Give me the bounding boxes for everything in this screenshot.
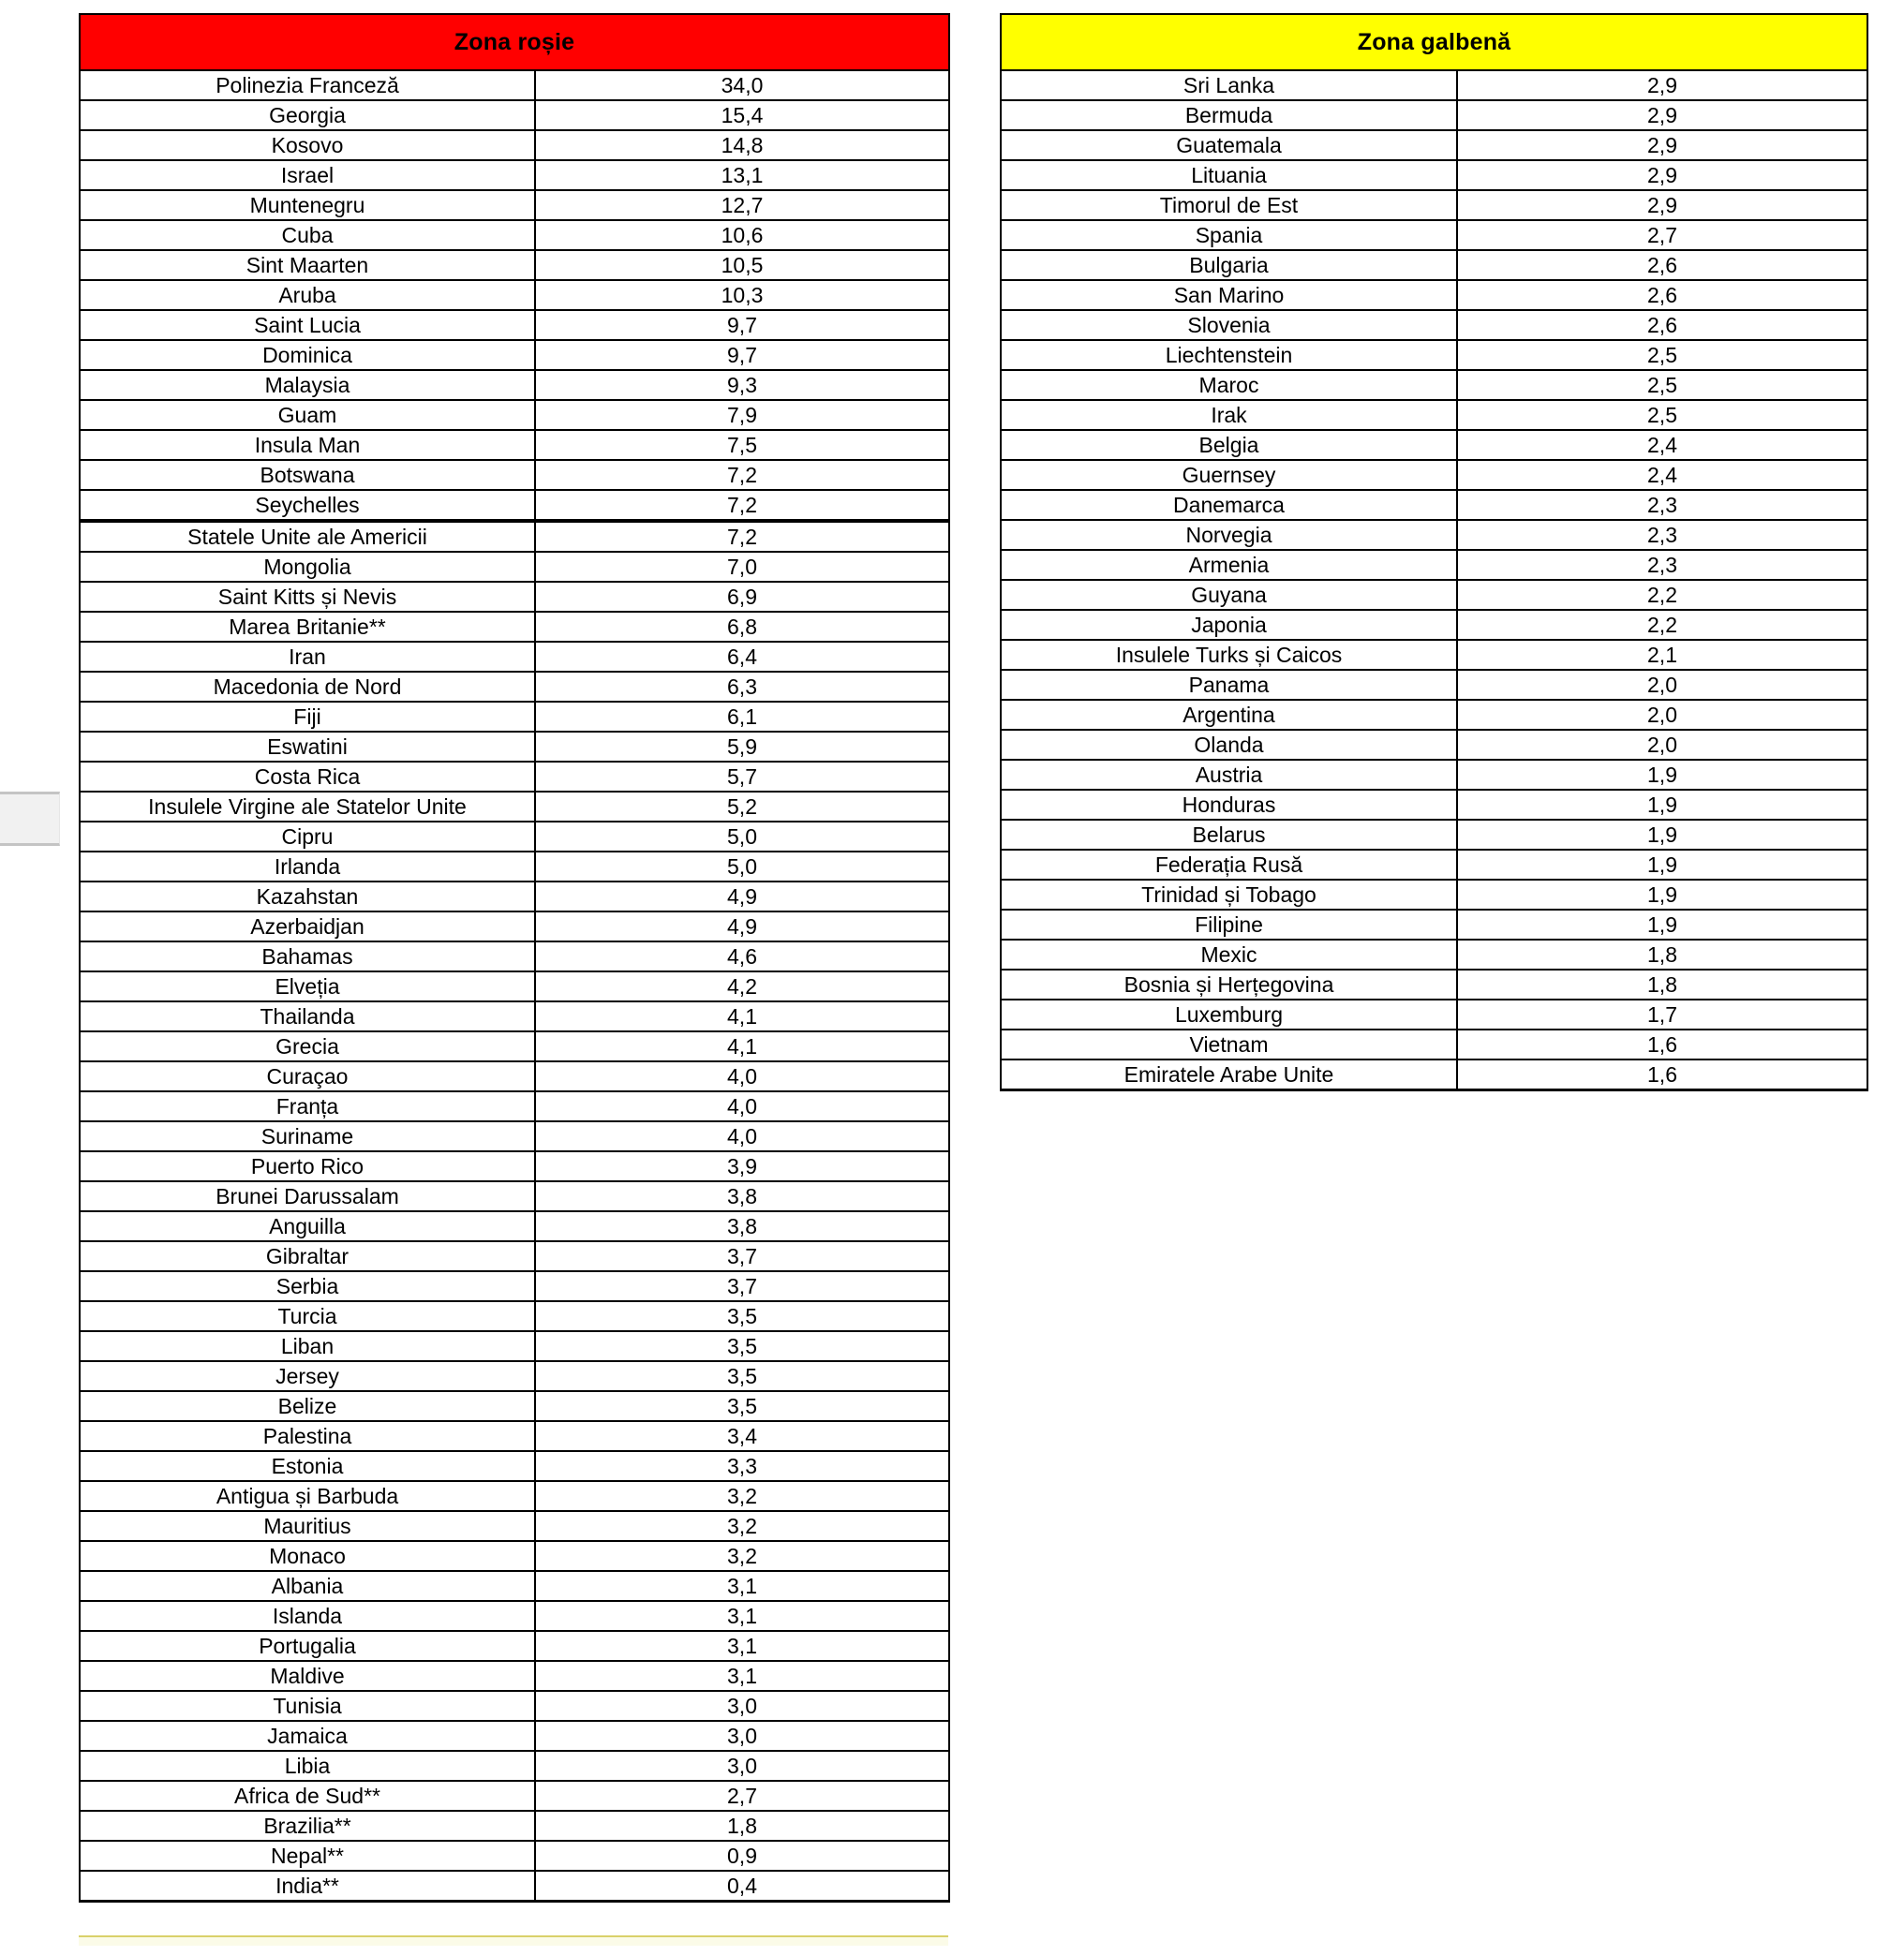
incidence-value-cell: 3,0 (535, 1751, 949, 1781)
incidence-value-cell: 6,3 (535, 672, 949, 702)
incidence-value-cell: 3,1 (535, 1661, 949, 1691)
table-row (1001, 820, 1867, 850)
country-name-cell: Spania (1001, 220, 1457, 250)
table-row (80, 642, 949, 672)
table-row (80, 1001, 949, 1031)
table-row (1001, 730, 1867, 760)
yellow-zone-table (1000, 13, 1868, 1091)
incidence-value-cell: 3,4 (535, 1421, 949, 1451)
country-name-cell: Iran (80, 642, 535, 672)
incidence-value-cell: 1,8 (535, 1811, 949, 1841)
table-row (80, 1061, 949, 1091)
table-row (80, 460, 949, 490)
incidence-value-cell: 10,3 (535, 280, 949, 310)
country-name-cell: Anguilla (80, 1211, 535, 1241)
table-row (1001, 760, 1867, 790)
table-row (80, 1481, 949, 1511)
country-name-cell: Gibraltar (80, 1241, 535, 1271)
incidence-value-cell: 2,0 (1457, 700, 1867, 730)
table-row (80, 941, 949, 971)
incidence-value-cell: 2,6 (1457, 310, 1867, 340)
table-row (1001, 190, 1867, 220)
incidence-value-cell: 1,9 (1457, 790, 1867, 820)
table-row (1001, 520, 1867, 550)
incidence-value-cell: 1,8 (1457, 940, 1867, 970)
country-name-cell: Trinidad și Tobago (1001, 880, 1457, 910)
country-name-cell: Insula Man (80, 430, 535, 460)
country-name-cell: Belize (80, 1391, 535, 1421)
incidence-value-cell: 0,9 (535, 1841, 949, 1871)
incidence-value-cell: 9,3 (535, 370, 949, 400)
table-row (80, 1541, 949, 1571)
incidence-value-cell: 4,0 (535, 1091, 949, 1121)
country-name-cell: Guernsey (1001, 460, 1457, 490)
country-name-cell: Bosnia și Herțegovina (1001, 970, 1457, 1000)
table-row (80, 792, 949, 822)
yellow-zone-header-label: Zona galbenă (1001, 14, 1867, 70)
incidence-value-cell: 5,0 (535, 822, 949, 852)
incidence-value-cell: 0,4 (535, 1871, 949, 1902)
table-row (80, 1631, 949, 1661)
incidence-value-cell: 3,2 (535, 1481, 949, 1511)
table-row (80, 400, 949, 430)
incidence-value-cell: 4,1 (535, 1031, 949, 1061)
incidence-value-cell: 2,0 (1457, 730, 1867, 760)
incidence-value-cell: 9,7 (535, 340, 949, 370)
incidence-value-cell: 4,6 (535, 941, 949, 971)
table-row (80, 882, 949, 911)
country-name-cell: Dominica (80, 340, 535, 370)
country-name-cell: Austria (1001, 760, 1457, 790)
country-name-cell: Slovenia (1001, 310, 1457, 340)
table-row (80, 911, 949, 941)
country-name-cell: Botswana (80, 460, 535, 490)
incidence-value-cell: 6,4 (535, 642, 949, 672)
table-row (80, 1811, 949, 1841)
incidence-value-cell: 3,7 (535, 1271, 949, 1301)
incidence-value-cell: 2,0 (1457, 670, 1867, 700)
table-row (1001, 910, 1867, 940)
table-row (80, 1271, 949, 1301)
table-row (80, 1181, 949, 1211)
country-name-cell: Seychelles (80, 490, 535, 521)
table-row (1001, 700, 1867, 730)
table-row (80, 1331, 949, 1361)
country-name-cell: Filipine (1001, 910, 1457, 940)
country-name-cell: Africa de Sud** (80, 1781, 535, 1811)
country-name-cell: Macedonia de Nord (80, 672, 535, 702)
country-name-cell: Danemarca (1001, 490, 1457, 520)
incidence-value-cell: 3,5 (535, 1361, 949, 1391)
incidence-value-cell: 3,1 (535, 1631, 949, 1661)
incidence-value-cell: 2,2 (1457, 610, 1867, 640)
country-name-cell: Federația Rusă (1001, 850, 1457, 880)
country-name-cell: Estonia (80, 1451, 535, 1481)
red-zone-header-label: Zona roșie (80, 14, 949, 70)
country-name-cell: Norvegia (1001, 520, 1457, 550)
country-name-cell: Puerto Rico (80, 1151, 535, 1181)
country-name-cell: Marea Britanie** (80, 612, 535, 642)
country-name-cell: Cuba (80, 220, 535, 250)
incidence-value-cell: 3,8 (535, 1211, 949, 1241)
incidence-value-cell: 4,9 (535, 882, 949, 911)
incidence-value-cell: 2,7 (1457, 220, 1867, 250)
table-row (1001, 400, 1867, 430)
country-name-cell: Cipru (80, 822, 535, 852)
table-row (80, 732, 949, 762)
country-name-cell: Sint Maarten (80, 250, 535, 280)
table-row (80, 1241, 949, 1271)
country-name-cell: Panama (1001, 670, 1457, 700)
country-name-cell: Kosovo (80, 130, 535, 160)
incidence-value-cell: 3,9 (535, 1151, 949, 1181)
country-name-cell: Guyana (1001, 580, 1457, 610)
table-row (1001, 790, 1867, 820)
country-name-cell: Japonia (1001, 610, 1457, 640)
incidence-value-cell: 14,8 (535, 130, 949, 160)
incidence-value-cell: 1,6 (1457, 1060, 1867, 1090)
incidence-value-cell: 6,1 (535, 702, 949, 732)
table-row (1001, 610, 1867, 640)
sheet-bottom-strip (79, 1935, 948, 1946)
country-name-cell: Jersey (80, 1361, 535, 1391)
incidence-value-cell: 3,8 (535, 1181, 949, 1211)
incidence-value-cell: 3,2 (535, 1511, 949, 1541)
table-row (1001, 70, 1867, 100)
table-row (80, 1601, 949, 1631)
country-name-cell: Insulele Turks și Caicos (1001, 640, 1457, 670)
country-name-cell: Libia (80, 1751, 535, 1781)
table-row (1001, 970, 1867, 1000)
incidence-value-cell: 7,5 (535, 430, 949, 460)
table-row (1001, 640, 1867, 670)
table-row (80, 1571, 949, 1601)
table-row (80, 220, 949, 250)
country-name-cell: Muntenegru (80, 190, 535, 220)
incidence-value-cell: 4,1 (535, 1001, 949, 1031)
table-row (80, 1301, 949, 1331)
country-name-cell: Brunei Darussalam (80, 1181, 535, 1211)
country-name-cell: Irlanda (80, 852, 535, 882)
table-row (80, 130, 949, 160)
table-row (1001, 310, 1867, 340)
table-row (80, 1031, 949, 1061)
incidence-value-cell: 15,4 (535, 100, 949, 130)
table-row (1001, 280, 1867, 310)
incidence-value-cell: 3,0 (535, 1721, 949, 1751)
table-row (80, 822, 949, 852)
country-name-cell: Fiji (80, 702, 535, 732)
incidence-value-cell: 2,9 (1457, 130, 1867, 160)
incidence-value-cell: 2,4 (1457, 460, 1867, 490)
country-name-cell: Belarus (1001, 820, 1457, 850)
table-row (80, 1121, 949, 1151)
incidence-value-cell: 1,9 (1457, 850, 1867, 880)
incidence-value-cell: 2,9 (1457, 100, 1867, 130)
table-row (80, 1721, 949, 1751)
country-name-cell: Portugalia (80, 1631, 535, 1661)
country-name-cell: Mauritius (80, 1511, 535, 1541)
yellow-zone-header-row (1001, 14, 1867, 70)
country-name-cell: Belgia (1001, 430, 1457, 460)
table-row (1001, 460, 1867, 490)
country-name-cell: Maroc (1001, 370, 1457, 400)
incidence-value-cell: 5,9 (535, 732, 949, 762)
incidence-value-cell: 4,0 (535, 1121, 949, 1151)
country-name-cell: Statele Unite ale Americii (80, 521, 535, 552)
incidence-value-cell: 3,5 (535, 1391, 949, 1421)
incidence-value-cell: 3,5 (535, 1301, 949, 1331)
country-name-cell: Palestina (80, 1421, 535, 1451)
incidence-value-cell: 2,9 (1457, 190, 1867, 220)
country-name-cell: Suriname (80, 1121, 535, 1151)
country-name-cell: Antigua și Barbuda (80, 1481, 535, 1511)
country-name-cell: Saint Kitts și Nevis (80, 582, 535, 612)
table-row (80, 762, 949, 792)
incidence-value-cell: 1,8 (1457, 970, 1867, 1000)
incidence-value-cell: 2,4 (1457, 430, 1867, 460)
table-row (80, 702, 949, 732)
incidence-value-cell: 1,6 (1457, 1030, 1867, 1060)
incidence-value-cell: 7,0 (535, 552, 949, 582)
incidence-value-cell: 2,3 (1457, 520, 1867, 550)
incidence-value-cell: 12,7 (535, 190, 949, 220)
incidence-value-cell: 3,2 (535, 1541, 949, 1571)
table-row (80, 280, 949, 310)
country-name-cell: Luxemburg (1001, 1000, 1457, 1030)
incidence-value-cell: 3,1 (535, 1571, 949, 1601)
table-row (80, 1091, 949, 1121)
table-row (80, 852, 949, 882)
table-row (1001, 130, 1867, 160)
table-row (1001, 340, 1867, 370)
table-row (80, 1391, 949, 1421)
country-name-cell: Insulele Virgine ale Statelor Unite (80, 792, 535, 822)
table-row (1001, 430, 1867, 460)
table-row (1001, 490, 1867, 520)
incidence-value-cell: 7,2 (535, 490, 949, 521)
country-name-cell: Maldive (80, 1661, 535, 1691)
incidence-value-cell: 1,7 (1457, 1000, 1867, 1030)
table-row (1001, 1060, 1867, 1090)
table-row (80, 971, 949, 1001)
table-row (80, 1751, 949, 1781)
country-name-cell: Saint Lucia (80, 310, 535, 340)
yellow-zone-body (1001, 70, 1867, 1090)
incidence-value-cell: 5,7 (535, 762, 949, 792)
country-name-cell: Bermuda (1001, 100, 1457, 130)
table-row (1001, 370, 1867, 400)
country-name-cell: Sri Lanka (1001, 70, 1457, 100)
country-name-cell: Serbia (80, 1271, 535, 1301)
country-name-cell: Israel (80, 160, 535, 190)
country-name-cell: Guatemala (1001, 130, 1457, 160)
country-name-cell: Armenia (1001, 550, 1457, 580)
country-name-cell: Liban (80, 1331, 535, 1361)
incidence-value-cell: 13,1 (535, 160, 949, 190)
table-row (80, 190, 949, 220)
incidence-value-cell: 1,9 (1457, 820, 1867, 850)
country-name-cell: Monaco (80, 1541, 535, 1571)
table-row (80, 1151, 949, 1181)
table-row (80, 340, 949, 370)
incidence-value-cell: 2,5 (1457, 340, 1867, 370)
country-name-cell: Islanda (80, 1601, 535, 1631)
country-name-cell: Aruba (80, 280, 535, 310)
country-name-cell: Malaysia (80, 370, 535, 400)
table-row (80, 1421, 949, 1451)
country-name-cell: Jamaica (80, 1721, 535, 1751)
incidence-value-cell: 1,9 (1457, 760, 1867, 790)
table-row (80, 672, 949, 702)
incidence-value-cell: 2,6 (1457, 280, 1867, 310)
table-row (80, 100, 949, 130)
table-row (1001, 1030, 1867, 1060)
incidence-value-cell: 3,3 (535, 1451, 949, 1481)
red-zone-body (80, 70, 949, 1902)
table-row (1001, 220, 1867, 250)
table-row (80, 310, 949, 340)
table-row (1001, 580, 1867, 610)
incidence-value-cell: 2,2 (1457, 580, 1867, 610)
table-row (1001, 880, 1867, 910)
incidence-value-cell: 4,9 (535, 911, 949, 941)
country-name-cell: Thailanda (80, 1001, 535, 1031)
country-name-cell: Turcia (80, 1301, 535, 1331)
country-name-cell: San Marino (1001, 280, 1457, 310)
country-name-cell: Honduras (1001, 790, 1457, 820)
incidence-value-cell: 3,1 (535, 1601, 949, 1631)
table-row (1001, 850, 1867, 880)
country-name-cell: Curaçao (80, 1061, 535, 1091)
incidence-value-cell: 1,9 (1457, 910, 1867, 940)
incidence-value-cell: 6,8 (535, 612, 949, 642)
country-name-cell: Costa Rica (80, 762, 535, 792)
country-name-cell: Timorul de Est (1001, 190, 1457, 220)
incidence-value-cell: 10,5 (535, 250, 949, 280)
table-row (80, 521, 949, 552)
stray-empty-cell (0, 792, 60, 846)
country-name-cell: Eswatini (80, 732, 535, 762)
table-row (80, 1451, 949, 1481)
country-name-cell: Irak (1001, 400, 1457, 430)
country-name-cell: Franța (80, 1091, 535, 1121)
country-name-cell: Mongolia (80, 552, 535, 582)
table-row (80, 370, 949, 400)
table-row (80, 160, 949, 190)
incidence-value-cell: 1,9 (1457, 880, 1867, 910)
incidence-value-cell: 2,5 (1457, 400, 1867, 430)
country-name-cell: Bahamas (80, 941, 535, 971)
table-row (80, 1511, 949, 1541)
incidence-value-cell: 2,1 (1457, 640, 1867, 670)
table-row (80, 1691, 949, 1721)
table-row (80, 552, 949, 582)
incidence-value-cell: 7,2 (535, 460, 949, 490)
table-row (80, 490, 949, 521)
incidence-value-cell: 9,7 (535, 310, 949, 340)
table-row (80, 612, 949, 642)
table-row (80, 1781, 949, 1811)
table-row (1001, 550, 1867, 580)
incidence-value-cell: 7,2 (535, 521, 949, 552)
incidence-value-cell: 4,2 (535, 971, 949, 1001)
table-row (80, 582, 949, 612)
country-name-cell: Olanda (1001, 730, 1457, 760)
table-row (80, 1211, 949, 1241)
country-name-cell: Lituania (1001, 160, 1457, 190)
incidence-value-cell: 2,5 (1457, 370, 1867, 400)
incidence-value-cell: 10,6 (535, 220, 949, 250)
country-name-cell: Elveția (80, 971, 535, 1001)
country-name-cell: Georgia (80, 100, 535, 130)
incidence-value-cell: 5,0 (535, 852, 949, 882)
country-name-cell: Grecia (80, 1031, 535, 1061)
table-row (1001, 670, 1867, 700)
country-name-cell: Argentina (1001, 700, 1457, 730)
table-row (1001, 940, 1867, 970)
country-name-cell: Albania (80, 1571, 535, 1601)
country-name-cell: Nepal** (80, 1841, 535, 1871)
country-name-cell: Polinezia Franceză (80, 70, 535, 100)
table-row (80, 430, 949, 460)
incidence-value-cell: 2,9 (1457, 160, 1867, 190)
country-name-cell: Liechtenstein (1001, 340, 1457, 370)
red-zone-table (79, 13, 950, 1903)
country-name-cell: Bulgaria (1001, 250, 1457, 280)
table-row (1001, 100, 1867, 130)
country-name-cell: Azerbaidjan (80, 911, 535, 941)
table-row (80, 1841, 949, 1871)
table-row (80, 1871, 949, 1902)
incidence-value-cell: 3,5 (535, 1331, 949, 1361)
country-name-cell: Kazahstan (80, 882, 535, 911)
country-name-cell: Vietnam (1001, 1030, 1457, 1060)
incidence-value-cell: 3,0 (535, 1691, 949, 1721)
country-name-cell: Tunisia (80, 1691, 535, 1721)
incidence-value-cell: 2,9 (1457, 70, 1867, 100)
incidence-value-cell: 4,0 (535, 1061, 949, 1091)
incidence-value-cell: 2,3 (1457, 490, 1867, 520)
incidence-value-cell: 2,3 (1457, 550, 1867, 580)
table-row (1001, 250, 1867, 280)
incidence-value-cell: 34,0 (535, 70, 949, 100)
country-name-cell: Guam (80, 400, 535, 430)
incidence-value-cell: 7,9 (535, 400, 949, 430)
incidence-value-cell: 6,9 (535, 582, 949, 612)
table-row (1001, 1000, 1867, 1030)
incidence-value-cell: 5,2 (535, 792, 949, 822)
incidence-value-cell: 2,6 (1457, 250, 1867, 280)
country-name-cell: India** (80, 1871, 535, 1902)
table-row (80, 1361, 949, 1391)
table-row (1001, 160, 1867, 190)
table-row (80, 250, 949, 280)
red-zone-header-row (80, 14, 949, 70)
country-name-cell: Mexic (1001, 940, 1457, 970)
incidence-value-cell: 2,7 (535, 1781, 949, 1811)
table-row (80, 1661, 949, 1691)
table-row (80, 70, 949, 100)
country-name-cell: Emiratele Arabe Unite (1001, 1060, 1457, 1090)
incidence-value-cell: 3,7 (535, 1241, 949, 1271)
country-name-cell: Brazilia** (80, 1811, 535, 1841)
